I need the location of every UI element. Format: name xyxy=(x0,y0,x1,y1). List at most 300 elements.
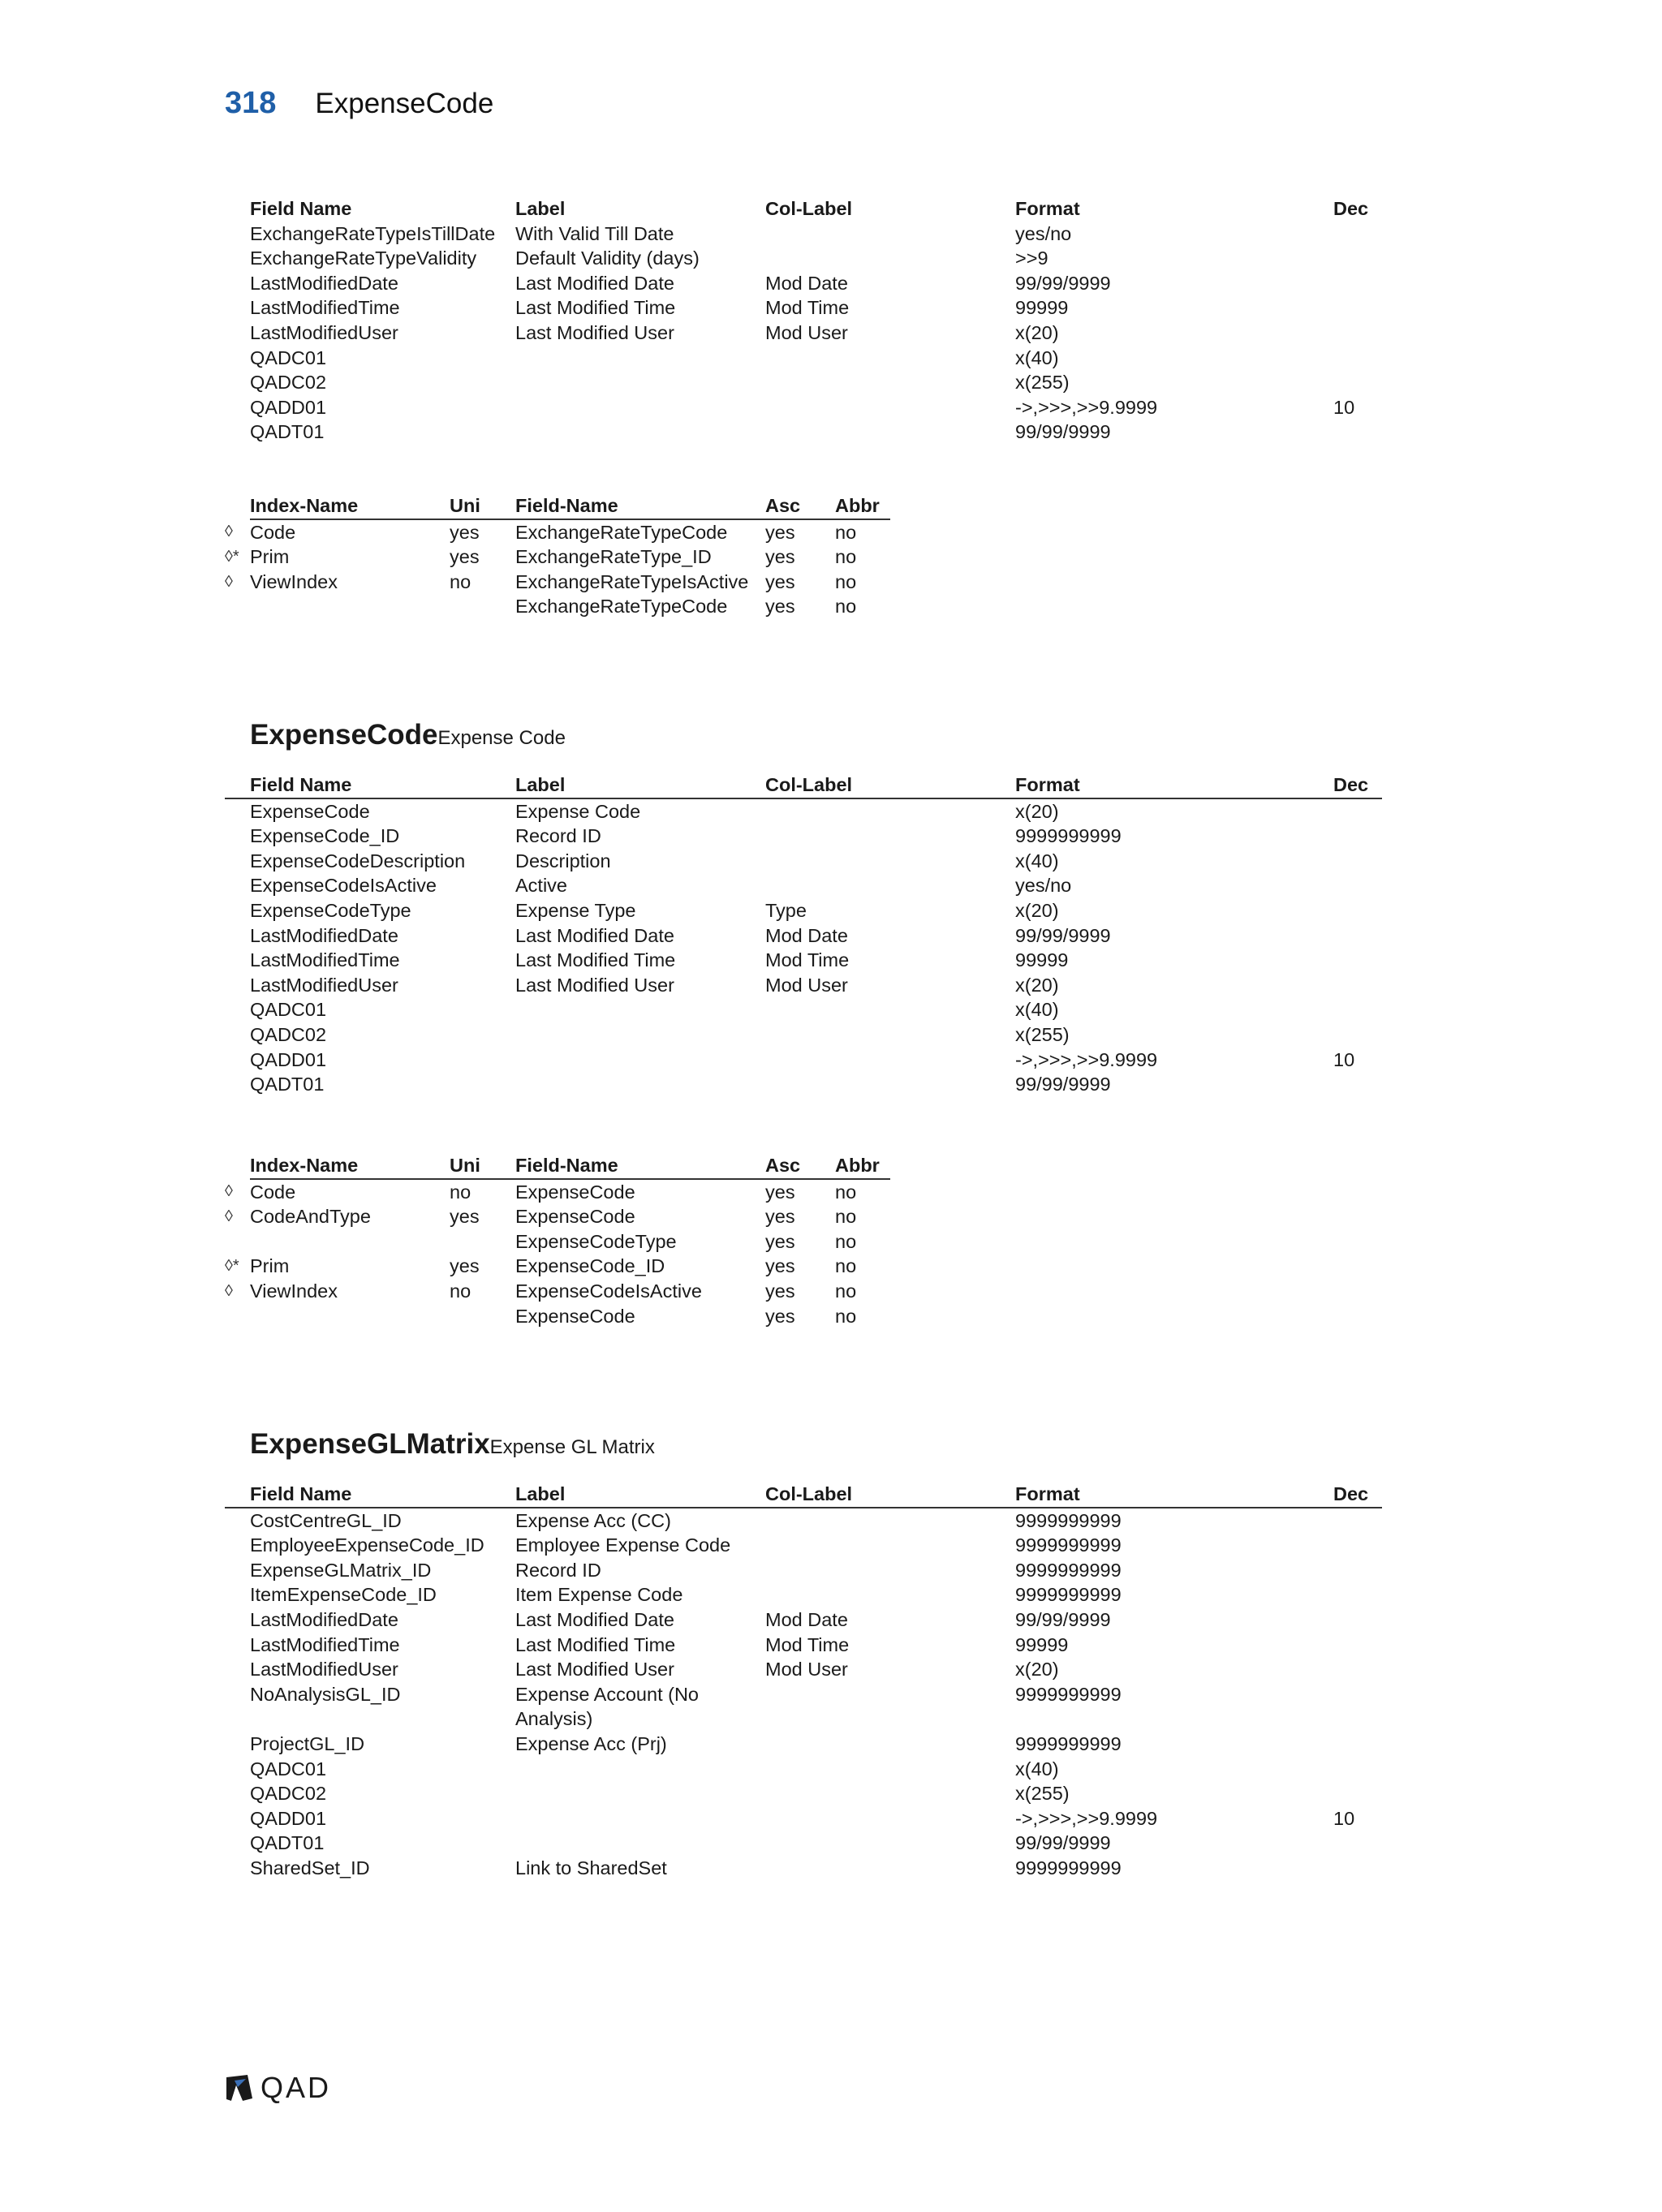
qad-logo xyxy=(225,2071,331,2105)
field-name: QADD01 xyxy=(250,396,327,418)
field-col-label xyxy=(765,1757,1015,1782)
field-label xyxy=(515,1781,765,1806)
field-dec xyxy=(1333,1607,1382,1633)
marker-cell xyxy=(225,1757,250,1782)
field-row xyxy=(225,948,1382,973)
field-dec xyxy=(1333,1682,1382,1732)
index-field-name: ExpenseCode xyxy=(515,1181,635,1203)
field-name: QADC02 xyxy=(250,1023,327,1045)
field-name: ExpenseCodeIsActive xyxy=(250,875,437,897)
field-name: LastModifiedUser xyxy=(250,1659,398,1681)
field-format: 99/99/9999 xyxy=(1015,924,1111,946)
field-col-label xyxy=(765,222,1015,247)
index-name: Code xyxy=(250,521,296,543)
field-row xyxy=(225,1558,1382,1583)
page-number: 318 xyxy=(225,86,277,120)
marker-cell xyxy=(225,824,250,849)
field-col-label: Mod User xyxy=(765,321,848,343)
field-label xyxy=(515,1757,765,1782)
field-row xyxy=(225,1633,1382,1658)
format-header: Format xyxy=(1015,772,1333,798)
field-format: 99/99/9999 xyxy=(1015,1608,1111,1630)
field-label: With Valid Till Date xyxy=(515,222,674,244)
field-col-label: Mod User xyxy=(765,1659,848,1681)
field-dec xyxy=(1333,1757,1382,1782)
index-abbr: no xyxy=(835,596,857,618)
marker-cell xyxy=(225,1607,250,1633)
field-name: LastModifiedDate xyxy=(250,1608,398,1630)
abbr-header: Abbr xyxy=(835,493,890,519)
index-abbr: no xyxy=(835,546,857,568)
field-dec xyxy=(1333,246,1382,271)
field-label: Last Modified Date xyxy=(515,272,674,294)
field-row xyxy=(225,1072,1382,1097)
field-col-label xyxy=(765,1682,1015,1732)
field-name: QADC01 xyxy=(250,999,327,1021)
field-label: Last Modified User xyxy=(515,974,674,996)
field-format: 9999999999 xyxy=(1015,1857,1122,1878)
field-dec xyxy=(1333,849,1382,874)
field-row xyxy=(225,1781,1382,1806)
index-marker: ◊ xyxy=(225,1207,233,1226)
marker-cell xyxy=(225,873,250,898)
label-header: Label xyxy=(515,1482,765,1508)
field-row xyxy=(225,1022,1382,1048)
index-asc: yes xyxy=(765,596,795,618)
index-asc: yes xyxy=(765,1230,795,1252)
field-col-label xyxy=(765,1533,1015,1558)
index-field-name: ExchangeRateTypeIsActive xyxy=(515,570,749,592)
field-format: x(40) xyxy=(1015,1758,1059,1779)
field-format: x(40) xyxy=(1015,999,1059,1021)
section-title-expenseglmatrix xyxy=(250,1428,655,1461)
index-unique: yes xyxy=(450,1255,480,1277)
field-row xyxy=(225,923,1382,949)
field-name: QADT01 xyxy=(250,421,325,443)
field-row xyxy=(225,873,1382,898)
logo-text: QAD xyxy=(260,2071,332,2104)
field-label: Expense Type xyxy=(515,899,636,921)
index-header-row xyxy=(225,1153,890,1179)
field-label: Default Validity (days) xyxy=(515,247,700,269)
field-col-label xyxy=(765,420,1015,445)
fields-header-row xyxy=(225,196,1382,222)
field-format: x(20) xyxy=(1015,899,1059,921)
marker-cell xyxy=(225,420,250,445)
fields-header-row xyxy=(225,772,1382,798)
field-format: 9999999999 xyxy=(1015,1509,1122,1531)
abbr-header: Abbr xyxy=(835,1153,890,1179)
field-dec xyxy=(1333,798,1382,824)
field-format: x(20) xyxy=(1015,800,1059,822)
field-format: 99/99/9999 xyxy=(1015,421,1111,443)
dec-header: Dec xyxy=(1333,198,1369,219)
field-row xyxy=(225,1757,1382,1782)
field-format: 99/99/9999 xyxy=(1015,1074,1111,1095)
page-title: ExpenseCode xyxy=(315,88,494,119)
index-asc: yes xyxy=(765,570,795,592)
marker-cell xyxy=(225,1732,250,1757)
asc-header: Asc xyxy=(765,1153,835,1179)
marker-cell xyxy=(225,321,250,346)
index-name: Prim xyxy=(250,546,290,568)
field-col-label xyxy=(765,1806,1015,1831)
table-description: Expense Code xyxy=(437,727,566,749)
index-row xyxy=(225,1204,890,1229)
field-label xyxy=(515,1048,765,1073)
marker-cell xyxy=(225,1022,250,1048)
field-name: CostCentreGL_ID xyxy=(250,1509,402,1531)
index-name: Code xyxy=(250,1181,296,1203)
index-row xyxy=(225,594,890,619)
field-row xyxy=(225,1533,1382,1558)
field-dec: 10 xyxy=(1333,1807,1355,1829)
field-row xyxy=(225,271,1382,296)
field-format: 9999999999 xyxy=(1015,1584,1122,1606)
field-name: LastModifiedUser xyxy=(250,974,398,996)
field-dec xyxy=(1333,997,1382,1022)
field-row xyxy=(225,1831,1382,1856)
field-dec xyxy=(1333,1072,1382,1097)
field-col-label: Type xyxy=(765,899,807,921)
marker-cell xyxy=(225,1558,250,1583)
field-name: QADD01 xyxy=(250,1807,327,1829)
field-format: x(40) xyxy=(1015,850,1059,871)
field-format: 99/99/9999 xyxy=(1015,1832,1111,1854)
field-row xyxy=(225,798,1382,824)
field-col-label xyxy=(765,1022,1015,1048)
field-name: QADC01 xyxy=(250,346,327,368)
field-row xyxy=(225,997,1382,1022)
field-row xyxy=(225,1582,1382,1607)
index-abbr: no xyxy=(835,570,857,592)
index-marker xyxy=(225,594,250,619)
field-label: Item Expense Code xyxy=(515,1584,683,1606)
index-unique: yes xyxy=(450,546,480,568)
index-marker xyxy=(225,1304,250,1329)
marker-col xyxy=(225,1482,250,1508)
marker-cell xyxy=(225,1072,250,1097)
fields-header-row xyxy=(225,1482,1382,1508)
index-unique: no xyxy=(450,1280,471,1302)
marker-cell xyxy=(225,295,250,321)
field-label: Expense Code xyxy=(515,800,641,822)
field-col-label xyxy=(765,873,1015,898)
index-abbr: no xyxy=(835,1230,857,1252)
field-col-label xyxy=(765,346,1015,371)
field-name: LastModifiedDate xyxy=(250,272,398,294)
field-format: x(255) xyxy=(1015,1023,1070,1045)
field-format: x(40) xyxy=(1015,346,1059,368)
field-dec xyxy=(1333,1831,1382,1856)
index-row xyxy=(225,519,890,545)
index-unique: no xyxy=(450,1181,471,1203)
index-abbr: no xyxy=(835,1255,857,1277)
marker-cell xyxy=(225,246,250,271)
marker-cell xyxy=(225,346,250,371)
marker-col xyxy=(225,493,250,519)
field-name: LastModifiedDate xyxy=(250,924,398,946)
field-row xyxy=(225,849,1382,874)
field-label xyxy=(515,1806,765,1831)
field-label: Description xyxy=(515,850,611,871)
marker-cell xyxy=(225,395,250,420)
label-header: Label xyxy=(515,772,765,798)
field-dec xyxy=(1333,222,1382,247)
field-name-header: Field Name xyxy=(250,198,352,219)
index-asc: yes xyxy=(765,1280,795,1302)
field-format: 99999 xyxy=(1015,297,1069,319)
field-format: 9999999999 xyxy=(1015,1732,1122,1754)
field-name: NoAnalysisGL_ID xyxy=(250,1683,401,1705)
field-label xyxy=(515,1072,765,1097)
index-asc: yes xyxy=(765,1305,795,1327)
marker-cell xyxy=(225,1508,250,1534)
field-col-label xyxy=(765,1072,1015,1097)
field-name-header: Field Name xyxy=(250,1482,515,1508)
dec-header: Dec xyxy=(1333,772,1382,798)
field-row xyxy=(225,321,1382,346)
index-field-name: ExpenseCodeType xyxy=(515,1230,677,1252)
table-name: ExpenseGLMatrix xyxy=(250,1428,490,1460)
field-name: ExpenseCodeDescription xyxy=(250,850,466,871)
field-name: EmployeeExpenseCode_ID xyxy=(250,1534,484,1556)
index-row xyxy=(225,1279,890,1304)
index-table-1 xyxy=(225,493,890,619)
field-label xyxy=(515,1022,765,1048)
field-label xyxy=(515,395,765,420)
field-dec xyxy=(1333,271,1382,296)
field-dec xyxy=(1333,824,1382,849)
field-name: LastModifiedTime xyxy=(250,1633,400,1655)
field-label: Last Modified Time xyxy=(515,297,676,319)
field-format: x(20) xyxy=(1015,321,1059,343)
field-name: QADT01 xyxy=(250,1074,325,1095)
index-field-name: ExpenseCode_ID xyxy=(515,1255,665,1277)
index-field-name: ExpenseCode xyxy=(515,1305,635,1327)
index-marker: ◊ xyxy=(225,522,233,540)
field-name: QADD01 xyxy=(250,1048,327,1070)
field-dec xyxy=(1333,1856,1382,1881)
marker-cell xyxy=(225,923,250,949)
index-abbr: no xyxy=(835,1280,857,1302)
index-row xyxy=(225,1229,890,1254)
field-row xyxy=(225,824,1382,849)
field-dec xyxy=(1333,1508,1382,1534)
uni-header: Uni xyxy=(450,1153,515,1179)
index-asc: yes xyxy=(765,546,795,568)
field-col-label xyxy=(765,824,1015,849)
index-table-2 xyxy=(225,1153,890,1328)
marker-cell xyxy=(225,973,250,998)
field-col-label xyxy=(765,1558,1015,1583)
format-header: Format xyxy=(1015,198,1080,219)
field-dec xyxy=(1333,1781,1382,1806)
field-name: ExpenseCode xyxy=(250,800,370,822)
marker-cell xyxy=(225,1856,250,1881)
index-asc: yes xyxy=(765,521,795,543)
field-name: LastModifiedUser xyxy=(250,321,398,343)
field-col-label: Mod Time xyxy=(765,949,850,971)
index-name xyxy=(250,594,450,619)
index-name xyxy=(250,1229,450,1254)
index-unique: yes xyxy=(450,521,480,543)
field-label xyxy=(515,997,765,1022)
index-abbr: no xyxy=(835,521,857,543)
index-marker: ◊* xyxy=(225,1257,239,1276)
field-label: Expense Acc (CC) xyxy=(515,1509,671,1531)
field-row xyxy=(225,295,1382,321)
asc-header: Asc xyxy=(765,493,835,519)
fields-table-2 xyxy=(225,772,1382,1097)
index-row xyxy=(225,570,890,595)
marker-cell xyxy=(225,849,250,874)
index-name: ViewIndex xyxy=(250,1280,338,1302)
index-name xyxy=(250,1304,450,1329)
index-unique xyxy=(450,1304,515,1329)
field-label: Last Modified Time xyxy=(515,949,676,971)
index-name: ViewIndex xyxy=(250,570,338,592)
field-name: QADT01 xyxy=(250,1832,325,1854)
field-label xyxy=(515,1831,765,1856)
field-label: Last Modified Time xyxy=(515,1633,676,1655)
marker-cell xyxy=(225,1657,250,1682)
index-asc: yes xyxy=(765,1181,795,1203)
field-row xyxy=(225,370,1382,395)
label-header: Label xyxy=(515,198,566,219)
field-name: SharedSet_ID xyxy=(250,1857,370,1878)
field-format: x(20) xyxy=(1015,974,1059,996)
index-asc: yes xyxy=(765,1255,795,1277)
field-col-label: Mod Date xyxy=(765,272,848,294)
field-name: LastModifiedTime xyxy=(250,949,400,971)
field-col-label xyxy=(765,1781,1015,1806)
marker-cell xyxy=(225,997,250,1022)
index-unique: yes xyxy=(450,1206,480,1228)
field-label: Employee Expense Code xyxy=(515,1534,731,1556)
field-name: ProjectGL_ID xyxy=(250,1732,365,1754)
marker-cell xyxy=(225,1048,250,1073)
field-row xyxy=(225,1508,1382,1534)
col-label-header: Col-Label xyxy=(765,1482,1015,1508)
field-row xyxy=(225,973,1382,998)
field-name: ExpenseGLMatrix_ID xyxy=(250,1559,432,1581)
field-row xyxy=(225,1732,1382,1757)
index-row xyxy=(225,1179,890,1205)
field-dec xyxy=(1333,1657,1382,1682)
field-name: ExpenseCode_ID xyxy=(250,825,400,847)
field-format: ->,>>>,>>9.9999 xyxy=(1015,396,1158,418)
field-col-label xyxy=(765,395,1015,420)
page-header xyxy=(225,86,493,121)
index-header-row xyxy=(225,493,890,519)
field-col-label xyxy=(765,1856,1015,1881)
field-format: 9999999999 xyxy=(1015,825,1122,847)
index-marker: ◊ xyxy=(225,1181,233,1200)
qad-logo-icon xyxy=(225,2074,254,2102)
index-field-name: ExchangeRateType_ID xyxy=(515,546,712,568)
dec-header: Dec xyxy=(1333,1482,1382,1508)
col-label-header: Col-Label xyxy=(765,198,853,219)
index-marker: ◊ xyxy=(225,1281,233,1300)
field-format: >>9 xyxy=(1015,247,1048,269)
index-name: CodeAndType xyxy=(250,1206,371,1228)
field-format: 9999999999 xyxy=(1015,1559,1122,1581)
field-format: x(20) xyxy=(1015,1659,1059,1681)
field-col-label xyxy=(765,246,1015,271)
field-col-label xyxy=(765,997,1015,1022)
col-label-header: Col-Label xyxy=(765,772,1015,798)
field-row xyxy=(225,420,1382,445)
field-label: Record ID xyxy=(515,825,601,847)
index-field-name: ExchangeRateTypeCode xyxy=(515,596,728,618)
field-label: Last Modified User xyxy=(515,1659,674,1681)
field-col-label xyxy=(765,798,1015,824)
field-name: ExchangeRateTypeIsTillDate xyxy=(250,222,496,244)
field-dec xyxy=(1333,1582,1382,1607)
field-dec xyxy=(1333,973,1382,998)
field-col-label xyxy=(765,1831,1015,1856)
index-unique xyxy=(450,1229,515,1254)
field-format: x(255) xyxy=(1015,1783,1070,1805)
fields-table-3 xyxy=(225,1482,1382,1881)
field-dec xyxy=(1333,420,1382,445)
field-format: x(255) xyxy=(1015,372,1070,394)
field-row xyxy=(225,222,1382,247)
field-format: ->,>>>,>>9.9999 xyxy=(1015,1807,1158,1829)
uni-header: Uni xyxy=(450,493,515,519)
field-name: ExpenseCodeType xyxy=(250,899,411,921)
field-col-label xyxy=(765,1048,1015,1073)
field-name: ItemExpenseCode_ID xyxy=(250,1584,437,1606)
field-col-label: Mod Date xyxy=(765,924,848,946)
index-name-header: Index-Name xyxy=(250,493,450,519)
field-col-label xyxy=(765,1732,1015,1757)
marker-cell xyxy=(225,898,250,923)
field-dec xyxy=(1333,873,1382,898)
field-dec xyxy=(1333,1732,1382,1757)
field-row xyxy=(225,395,1382,420)
field-label: Record ID xyxy=(515,1559,601,1581)
marker-col xyxy=(225,772,250,798)
marker-cell xyxy=(225,948,250,973)
field-format: 99/99/9999 xyxy=(1015,272,1111,294)
marker-cell xyxy=(225,222,250,247)
marker-cell xyxy=(225,1806,250,1831)
field-dec xyxy=(1333,321,1382,346)
field-row xyxy=(225,898,1382,923)
index-row xyxy=(225,1254,890,1279)
field-dec: 10 xyxy=(1333,1048,1355,1070)
index-marker: ◊ xyxy=(225,572,233,591)
field-row xyxy=(225,1657,1382,1682)
field-label: Last Modified Date xyxy=(515,1608,674,1630)
index-field-name: ExpenseCode xyxy=(515,1206,635,1228)
fields-table-1 xyxy=(225,196,1382,445)
field-row xyxy=(225,1607,1382,1633)
field-dec xyxy=(1333,1022,1382,1048)
field-label: Last Modified Date xyxy=(515,924,674,946)
table-name: ExpenseCode xyxy=(250,719,438,751)
index-name-header: Index-Name xyxy=(250,1153,450,1179)
field-dec xyxy=(1333,295,1382,321)
field-dec xyxy=(1333,1533,1382,1558)
field-name: LastModifiedTime xyxy=(250,297,400,319)
index-row xyxy=(225,1304,890,1329)
field-col-label: Mod User xyxy=(765,974,848,996)
index-row xyxy=(225,544,890,570)
field-dec xyxy=(1333,1633,1382,1658)
